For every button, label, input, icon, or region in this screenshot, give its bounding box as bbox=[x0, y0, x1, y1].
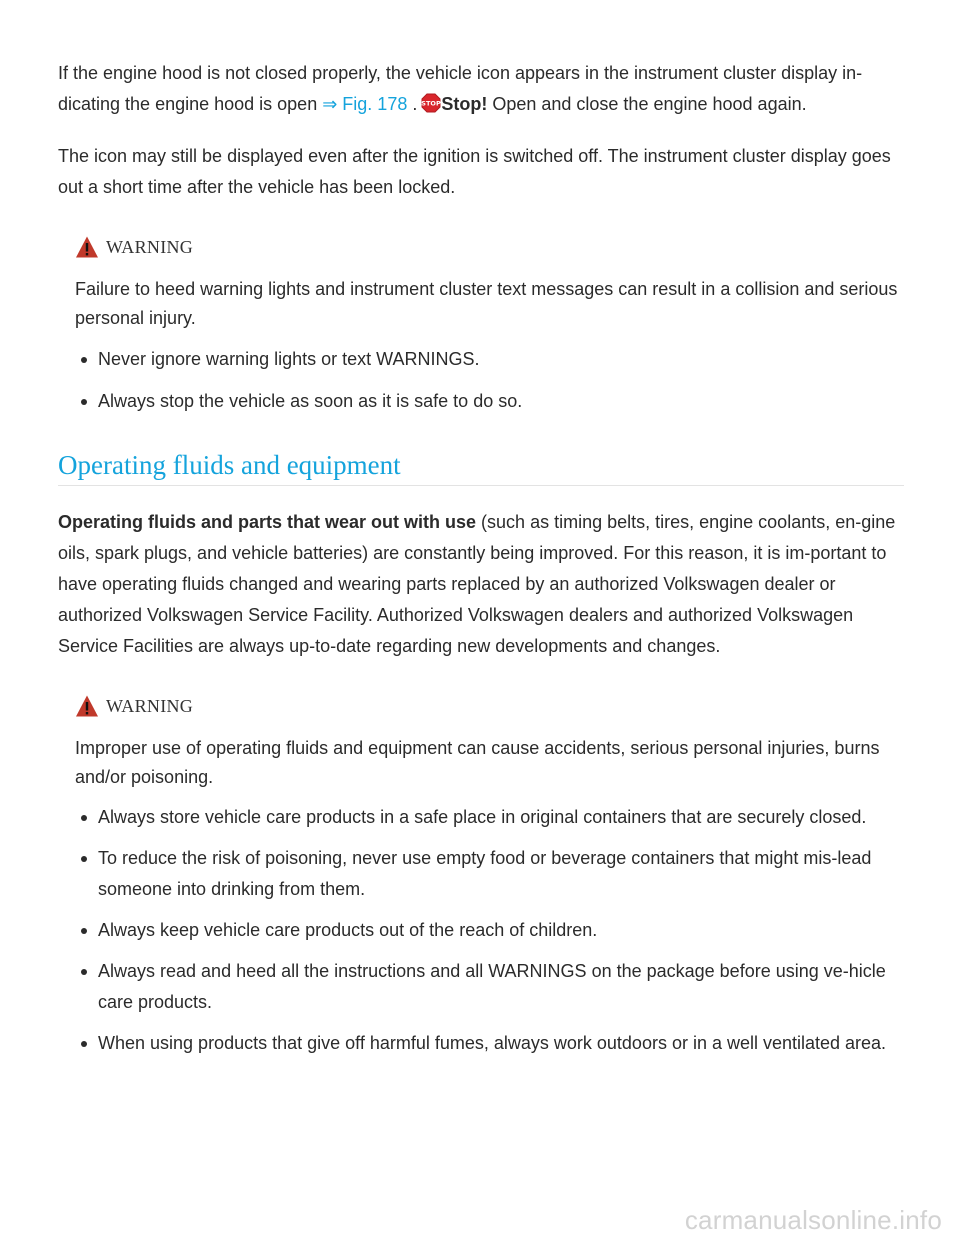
warning-triangle-icon bbox=[75, 694, 99, 718]
intro-text-3: Open and close the engine hood again. bbox=[487, 94, 807, 114]
section-heading: Operating fluids and equipment bbox=[58, 447, 904, 486]
warning-header-1 bbox=[75, 233, 904, 261]
list-item: Never ignore warning lights or text WARNINGS. bbox=[75, 344, 904, 375]
stop-label: Stop! bbox=[441, 94, 488, 114]
warning-title-1: WARNING bbox=[106, 236, 194, 257]
warning-text-1: Failure to heed warning lights and instrument cluster text messages can result in a collision and serious personal injury. bbox=[75, 279, 898, 328]
intro-text-2: . bbox=[407, 94, 418, 114]
warning-title-2: WARNING bbox=[106, 695, 194, 716]
warning-list-2 bbox=[75, 802, 904, 1059]
intro-paragraph-1 bbox=[58, 58, 904, 120]
warning-list-1 bbox=[75, 344, 904, 417]
list-item: Always stop the vehicle as soon as it is safe to do so. bbox=[75, 386, 904, 417]
stop-sign-icon bbox=[421, 92, 441, 112]
watermark: carmanualsonline.info bbox=[684, 1205, 942, 1235]
warning-text-2: Improper use of operating fluids and equipment can cause accidents, serious personal injuries, burns and/or poisoning. bbox=[75, 738, 880, 787]
warning-triangle-icon bbox=[75, 235, 99, 259]
section-text: (such as timing belts, tires, engine coolants, en-gine oils, spark plugs, and vehicle batteries) are constantly being improved. For this reason, it is im-portant to have operating fluids changed and wearing parts replaced by an authorized Volkswagen dealer or authorized Volkswagen Service Facility. Authorized Volkswagen dealers and authorized Volkswagen Service Facilities are always up-to-date regarding new developments and changes. bbox=[58, 512, 896, 656]
fig-178-link[interactable]: ⇒ Fig. 178 bbox=[322, 94, 408, 114]
warning-header-2 bbox=[75, 692, 904, 720]
list-item: To reduce the risk of poisoning, never use empty food or beverage containers that might mis-lead someone into drinking from them. bbox=[75, 843, 904, 905]
section-paragraph bbox=[58, 507, 904, 662]
list-item: Always read and heed all the instructions and all WARNINGS on the package before using ve-hicle care products. bbox=[75, 956, 904, 1018]
warning-box-1 bbox=[75, 233, 904, 417]
manual-page bbox=[58, 58, 904, 1059]
list-item: Always store vehicle care products in a safe place in original containers that are securely closed. bbox=[75, 802, 904, 833]
list-item: When using products that give off harmful fumes, always work outdoors or in a well ventilated area. bbox=[75, 1028, 904, 1059]
warning-box-2 bbox=[75, 692, 904, 1059]
intro-text-1: If the engine hood is not closed properly, the vehicle icon appears in the instrument cluster display in-dicating the engine hood is open bbox=[58, 63, 863, 114]
svg-text:STOP: STOP bbox=[421, 99, 442, 108]
section-lead: Operating fluids and parts that wear out with use bbox=[58, 512, 477, 532]
intro-paragraph-2: The icon may still be displayed even after the ignition is switched off. The instrument cluster display goes out a short time after the vehicle has been locked. bbox=[58, 146, 891, 197]
list-item: Always keep vehicle care products out of the reach of children. bbox=[75, 915, 904, 946]
